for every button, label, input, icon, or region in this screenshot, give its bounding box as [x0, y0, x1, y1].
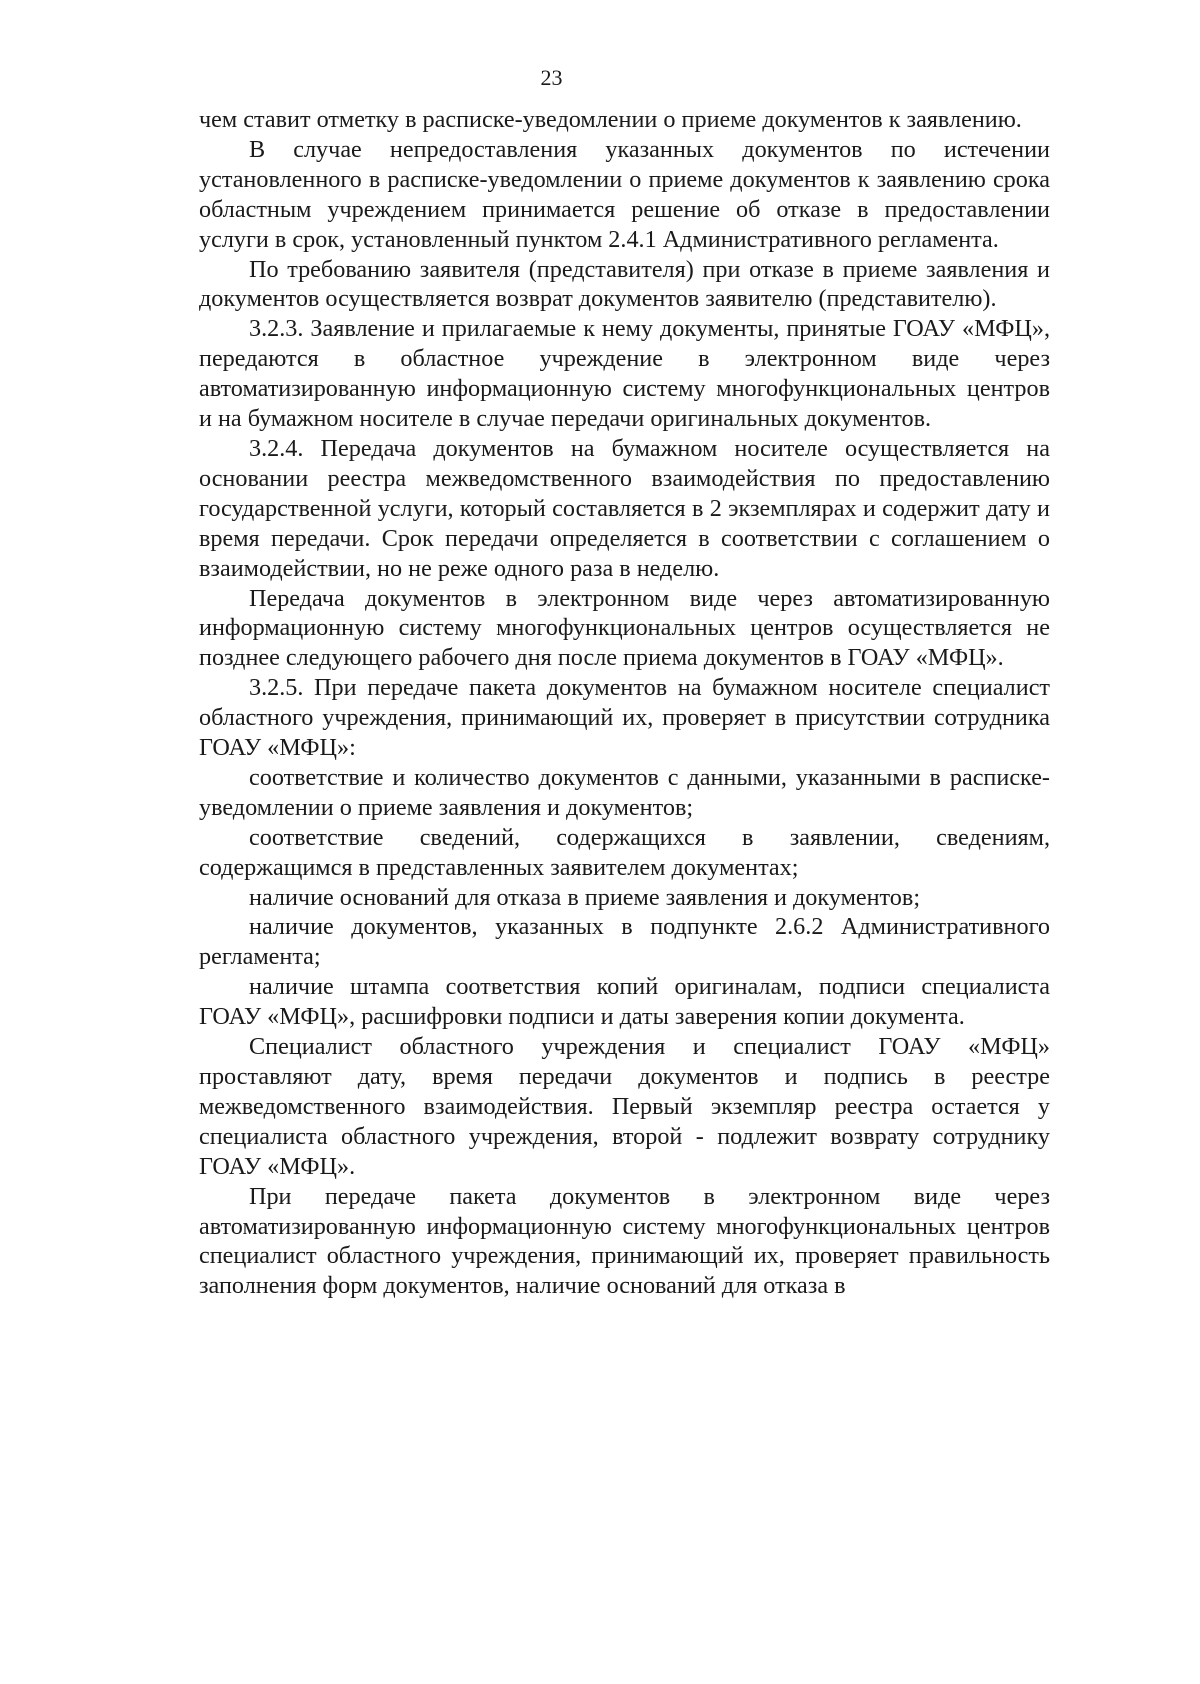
paragraph-continuation: чем ставит отметку в расписке-уведомлении о приеме документов к заявлению. — [199, 106, 1022, 133]
document-body — [199, 105, 1050, 1301]
page-number: 23 — [540, 65, 563, 90]
paragraph-3-2-4: 3.2.4. Передача документов на бумажном носителе осуществляется на основании реестра межведомственного взаимодействия по предоставлению государственной услуги, который составляется в 2 экземплярах и содержит дату и время передачи. Срок передачи определяется в соответствии с соглашением о взаимодействии, но не реже одного раза в неделю. — [199, 434, 1050, 582]
paragraph-3-2-5: 3.2.5. При передаче пакета документов на бумажном носителе специалист областного учреждения, принимающий их, проверяет в присутствии сотрудника ГОАУ «МФЦ»: — [199, 674, 1050, 762]
list-item-required-documents: наличие документов, указанных в подпункте 2.6.2 Административного регламента; — [199, 913, 1050, 971]
paragraph-registry-signing: Специалист областного учреждения и специалист ГОАУ «МФЦ» проставляют дату, время передачи документов и подпись в реестре межведомственного взаимодействия. Первый экземпляр реестра остается у специалиста областного учреждения, второй - подлежит возврату сотруднику ГОАУ «МФЦ». — [199, 1033, 1050, 1180]
paragraph-document-return: По требованию заявителя (представителя) при отказе в приеме заявления и документов осуществляется возврат документов заявителю (представителю). — [199, 255, 1050, 313]
list-item-information-match: соответствие сведений, содержащихся в заявлении, сведениям, содержащимся в представленных заявителем документах; — [199, 823, 1050, 881]
paragraph-electronic-transfer: Передача документов в электронном виде через автоматизированную информационную систему многофункциональных центров осуществляется не позднее следующего рабочего дня после приема документов в ГОАУ «МФЦ». — [199, 584, 1050, 672]
paragraph-3-2-3: 3.2.3. Заявление и прилагаемые к нему документы, принятые ГОАУ «МФЦ», передаются в областное учреждение в электронном виде через автоматизированную информационную систему многофункциональных центров и на бумажном носителе в случае передачи оригинальных документов. — [199, 315, 1050, 433]
list-item-documents-match: соответствие и количество документов с данными, указанными в расписке-уведомлении о приеме заявления и документов; — [199, 763, 1050, 821]
list-item-copy-certification: наличие штампа соответствия копий оригиналам, подписи специалиста ГОАУ «МФЦ», расшифровки подписи и даты заверения копии документа. — [199, 973, 1050, 1031]
list-item-refusal-grounds: наличие оснований для отказа в приеме заявления и документов; — [249, 883, 921, 911]
paragraph-electronic-check: При передаче пакета документов в электронном виде через автоматизированную информационную систему многофункциональных центров специалист областного учреждения, принимающий их, проверяет правильность заполнения форм документов, наличие оснований для отказа в — [199, 1182, 1050, 1300]
paragraph-refusal-deadline: В случае непредоставления указанных документов по истечении установленного в расписке-уведомлении о приеме документов к заявлению срока областным учреждением принимается решение об отказе в предоставлении услуги в срок, установленный пунктом 2.4.1 Административного регламента. — [199, 135, 1050, 253]
